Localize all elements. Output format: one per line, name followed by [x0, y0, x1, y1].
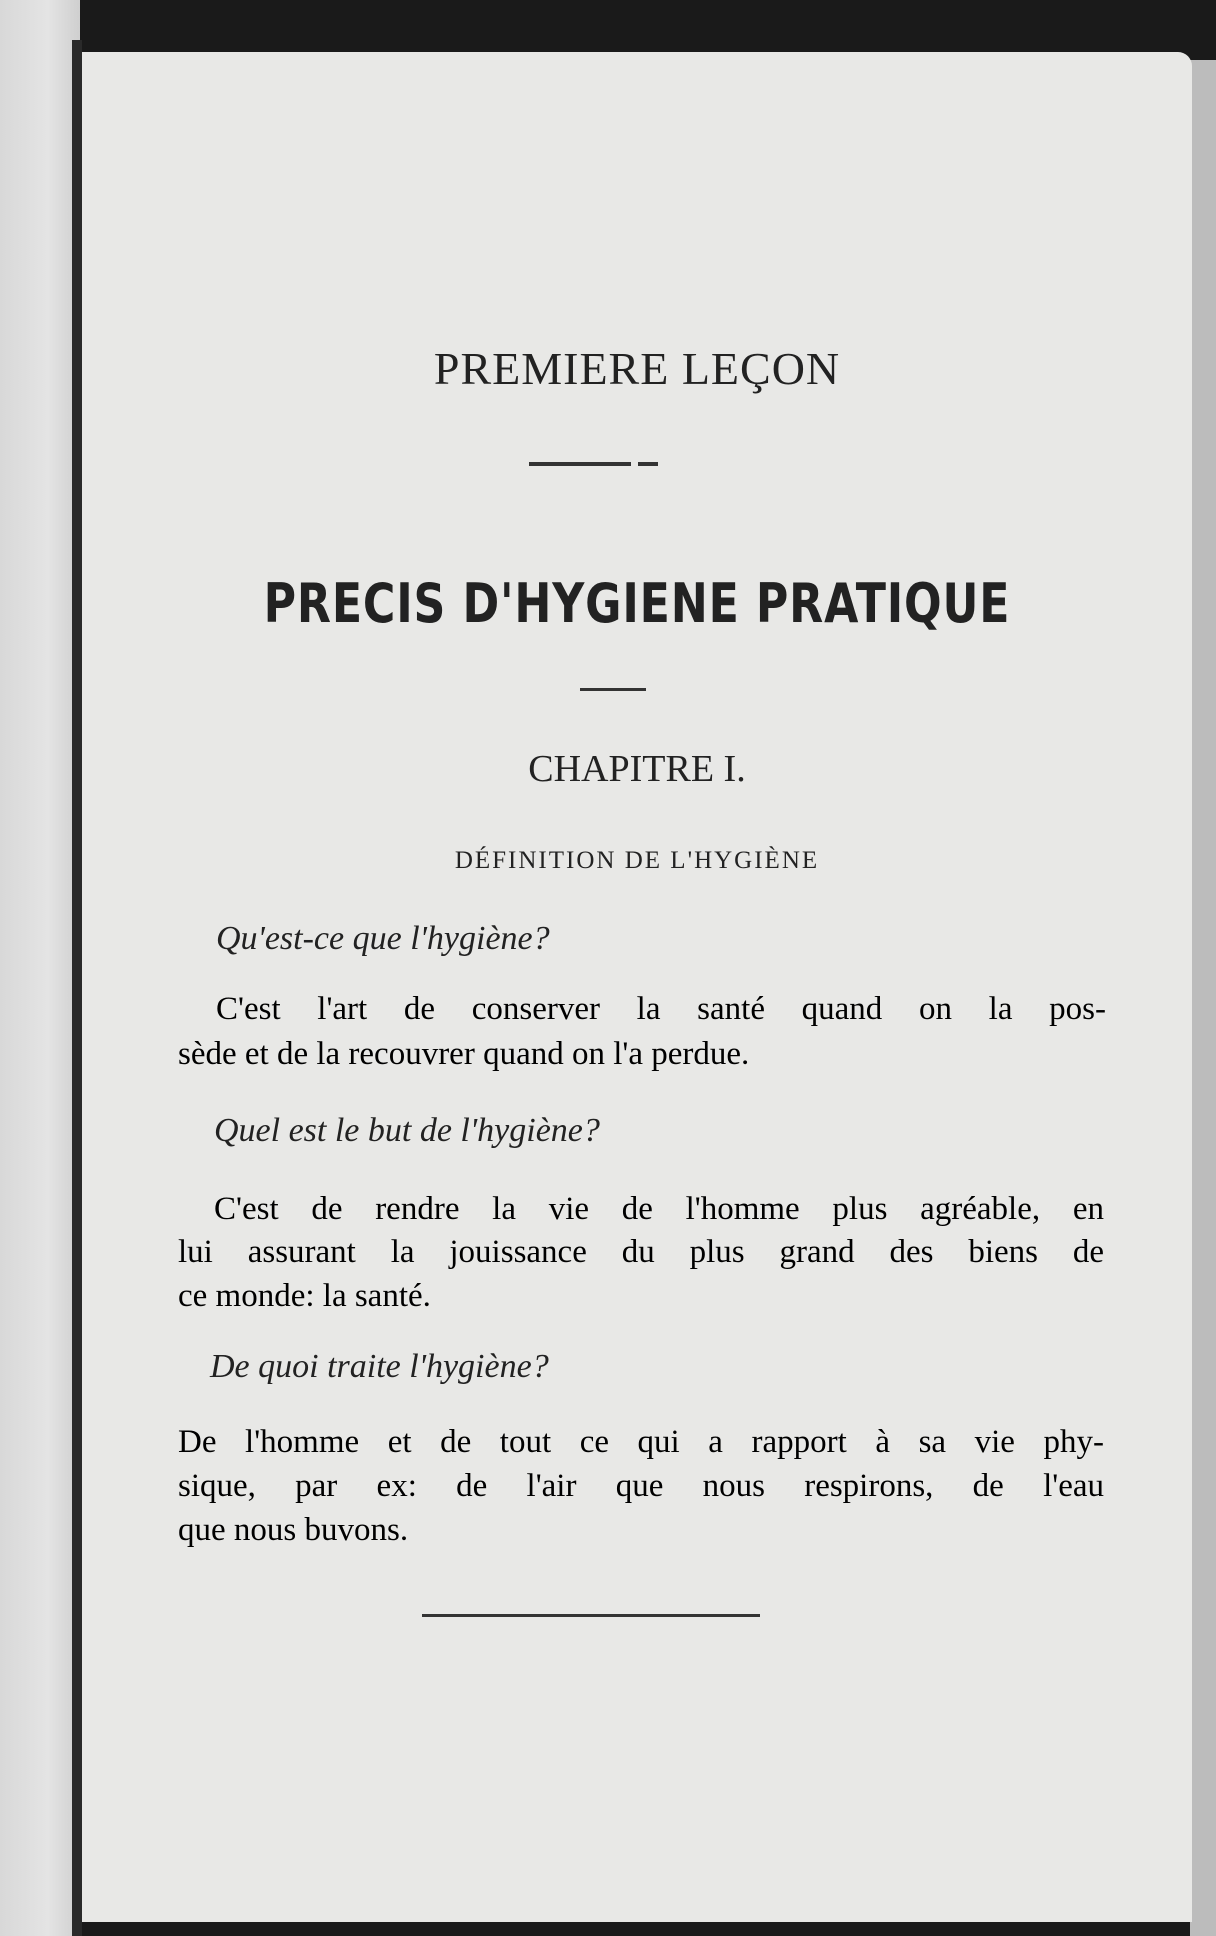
- lesson-heading: PREMIERE LEÇON: [433, 343, 841, 394]
- divider-rule-2: [580, 688, 646, 691]
- answer-3-line-2: sique, par ex: de l'air que nous respirons, de l'eau: [178, 1468, 1104, 1504]
- book-page: [82, 52, 1192, 1922]
- answer-1-line-1: C'est l'art de conserver la santé quand on la pos-: [216, 991, 1106, 1027]
- page-edge: [1190, 60, 1216, 1936]
- question-3: De quoi traite l'hygiène?: [210, 1348, 549, 1385]
- question-2: Quel est le but de l'hygiène?: [214, 1112, 600, 1149]
- end-rule: [422, 1614, 760, 1617]
- answer-2-line-1: C'est de rendre la vie de l'homme plus agréable, en: [214, 1191, 1104, 1227]
- question-1: Qu'est-ce que l'hygiène?: [216, 920, 550, 957]
- answer-2-line-2: lui assurant la jouissance du plus grand des biens de: [178, 1234, 1104, 1270]
- book-spine: [72, 40, 82, 1936]
- divider-rule-1b: [638, 462, 658, 466]
- divider-rule-1: [529, 462, 631, 466]
- section-heading: DÉFINITION DE L'HYGIÈNE: [454, 847, 820, 874]
- answer-3-line-3: que nous buvons.: [178, 1512, 409, 1548]
- answer-2-line-3: ce monde: la santé.: [178, 1278, 431, 1314]
- answer-3-line-1: De l'homme et de tout ce qui a rapport à sa vie phy-: [178, 1424, 1104, 1460]
- scan-left-margin: [0, 0, 80, 1936]
- chapter-heading: CHAPITRE I.: [528, 748, 746, 790]
- page-title: PRECIS D'HYGIENE PRATIQUE: [263, 572, 1011, 635]
- answer-1-line-2: sède et de la recouvrer quand on l'a perdue.: [178, 1036, 750, 1072]
